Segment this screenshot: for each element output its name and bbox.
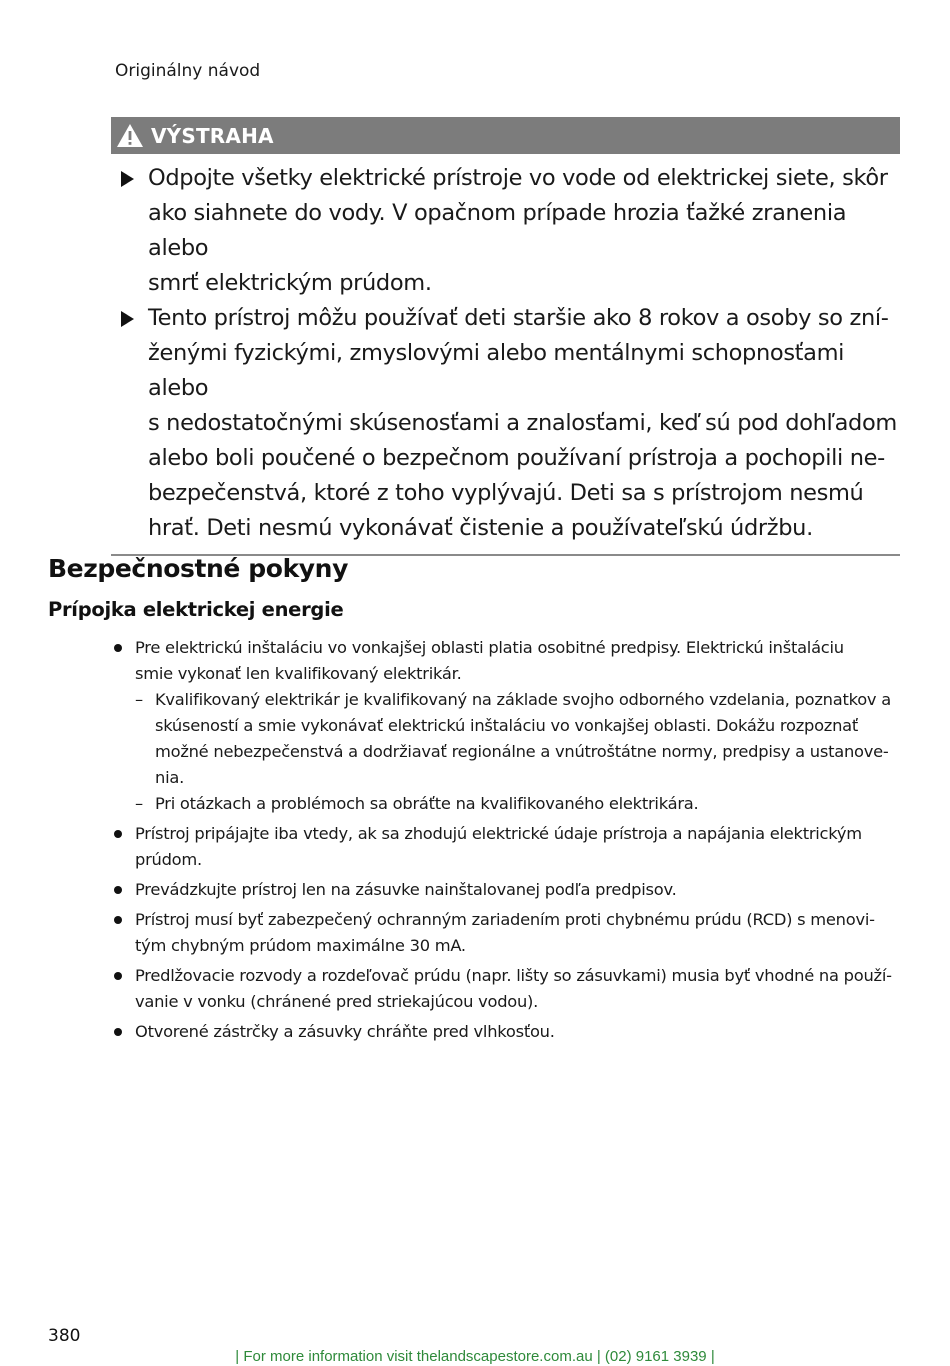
text-line: Kvalifikovaný elektrikár je kvalifikovaný na základe svojho odborného vzdelania, poznatkov a	[155, 690, 891, 709]
safety-rules-list	[113, 635, 903, 1049]
bullet-icon	[114, 644, 122, 652]
sub-list-item	[135, 687, 903, 791]
text-line: Prístroj pripájajte iba vtedy, ak sa zhodujú elektrické údaje prístroja a napájania elektrickým	[135, 824, 862, 843]
warning-list	[111, 154, 900, 546]
warning-item	[111, 161, 900, 301]
dash-bullet-icon: –	[135, 690, 143, 709]
text-line: bezpečenstvá, ktoré z toho vyplývajú. Deti sa s prístrojom nesmú	[148, 480, 864, 506]
list-item	[113, 963, 903, 1015]
bullet-icon	[114, 830, 122, 838]
warning-item	[111, 301, 900, 546]
text-line: skúseností a smie vykonávať elektrickú inštaláciu vo vonkajšej oblasti. Dokážu rozpoznať	[155, 716, 859, 735]
text-line: Pre elektrickú inštaláciu vo vonkajšej oblasti platia osobitné predpisy. Elektrickú inštaláciu	[135, 638, 844, 657]
list-item	[113, 1019, 903, 1045]
text-line: Otvorené zástrčky a zásuvky chráňte pred vlhkosťou.	[135, 1022, 555, 1041]
section-title: Bezpečnostné pokyny	[48, 554, 348, 583]
text-line: vanie v vonku (chránené pred striekajúcou vodou).	[135, 992, 539, 1011]
text-line: smie vykonať len kvalifikovaný elektrikár.	[135, 664, 462, 683]
text-line: ako siahnete do vody. V opačnom prípade hrozia ťažké zranenia alebo	[148, 200, 847, 261]
text-line: Prístroj musí byť zabezpečený ochranným zariadením proti chybnému prúdu (RCD) s menovi-	[135, 910, 875, 929]
warning-title: VÝSTRAHA	[151, 123, 274, 148]
text-line: nia.	[155, 768, 184, 787]
text-line: Prevádzkujte prístroj len na zásuvke nainštalovanej podľa predpisov.	[135, 880, 677, 899]
warning-triangle-icon	[115, 123, 145, 149]
text-line: smrť elektrickým prúdom.	[148, 270, 432, 296]
text-line: alebo boli poučené o bezpečnom používaní prístroja a pochopili ne-	[148, 445, 885, 471]
list-item	[113, 907, 903, 959]
subsection-title: Prípojka elektrickej energie	[48, 598, 344, 621]
text-line: Predlžovacie rozvody a rozdeľovač prúdu (napr. lišty so zásuvkami) musia byť vhodné na použí-	[135, 966, 892, 985]
dash-bullet-icon: –	[135, 794, 143, 813]
sub-list-item	[135, 791, 903, 817]
warning-header-bar	[111, 117, 900, 154]
triangle-bullet-icon	[121, 311, 134, 327]
document-header-note: Originálny návod	[115, 61, 261, 81]
page-number: 380	[48, 1326, 81, 1346]
text-line: prúdom.	[135, 850, 202, 869]
footer-contact-info: | For more information visit thelandscapestore.com.au | (02) 9161 3939 |	[235, 1348, 715, 1365]
list-item	[113, 877, 903, 903]
text-line: Odpojte všetky elektrické prístroje vo vode od elektrickej siete, skôr	[148, 165, 888, 191]
bullet-icon	[114, 972, 122, 980]
bullet-icon	[114, 916, 122, 924]
text-line: Tento prístroj môžu používať deti staršie ako 8 rokov a osoby so zní-	[148, 305, 889, 331]
bullet-icon	[114, 886, 122, 894]
text-line: tým chybným prúdom maximálne 30 mA.	[135, 936, 466, 955]
bullet-icon	[114, 1028, 122, 1036]
triangle-bullet-icon	[121, 171, 134, 187]
text-line: možné nebezpečenstvá a dodržiavať regionálne a vnútroštátne normy, predpisy a ustanove-	[155, 742, 889, 761]
text-line: s nedostatočnými skúsenosťami a znalosťami, keď sú pod dohľadom	[148, 410, 897, 436]
list-item	[113, 635, 903, 817]
list-item	[113, 821, 903, 873]
text-line: hrať. Deti nesmú vykonávať čistenie a používateľskú údržbu.	[148, 515, 813, 541]
text-line: ženými fyzickými, zmyslovými alebo mentálnymi schopnosťami alebo	[148, 340, 845, 401]
sub-list	[135, 687, 903, 817]
warning-box	[111, 117, 900, 556]
text-line: Pri otázkach a problémoch sa obráťte na kvalifikovaného elektrikára.	[155, 794, 699, 813]
